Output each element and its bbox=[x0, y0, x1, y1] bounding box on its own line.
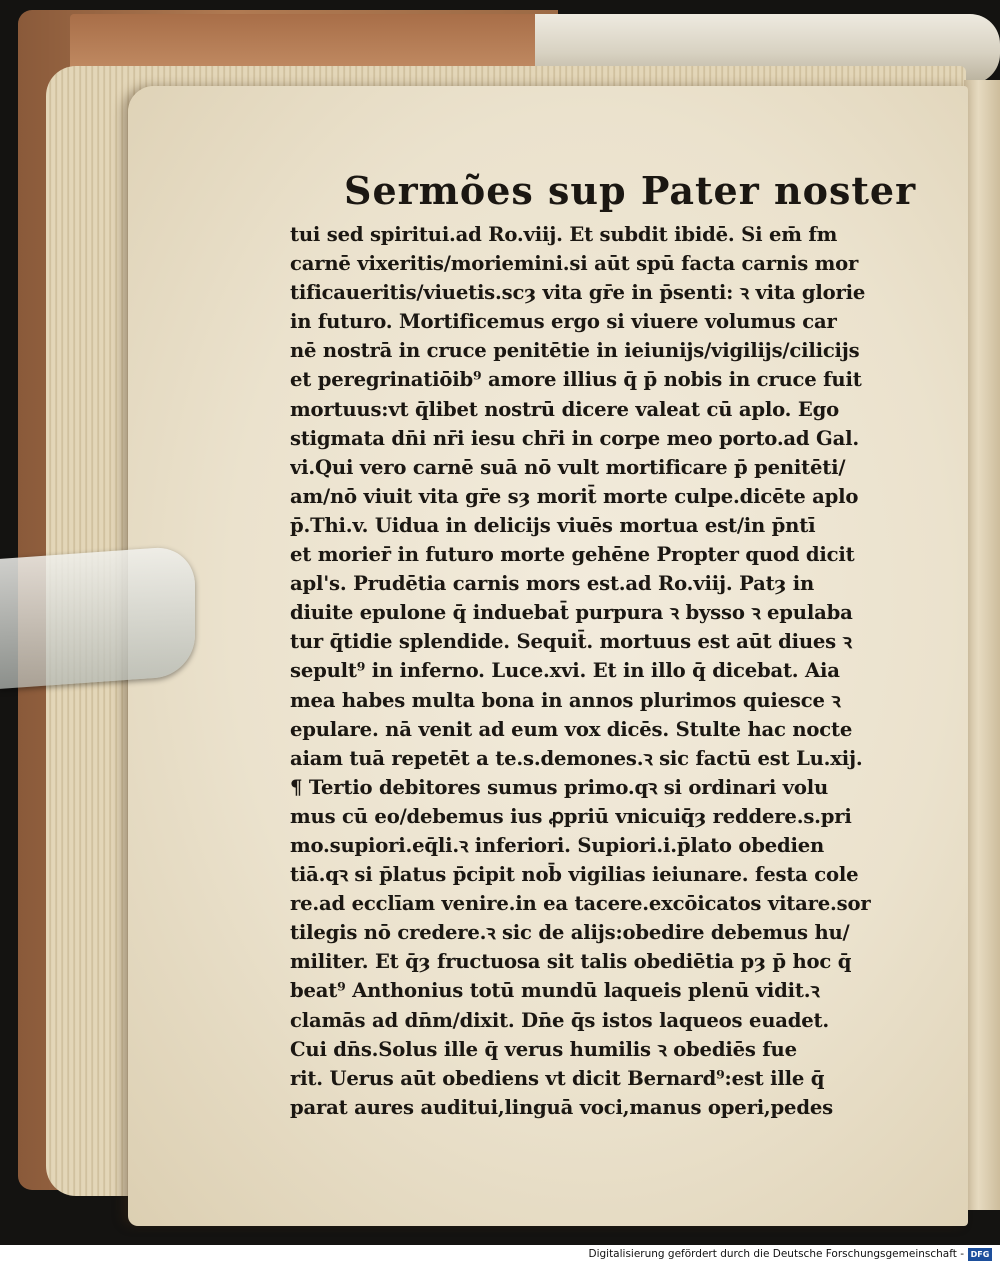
text-line: mus cū eo/debemus ius ꝓpriū vnicuiq̄ȝ reddere.s.pri bbox=[290, 804, 852, 828]
text-line: parat aures auditui,linguā voci,manus operi,pedes bbox=[290, 1095, 833, 1119]
text-line: ¶ Tertio debitores sumus primo.qꝛ si ordinari volu bbox=[290, 775, 829, 799]
text-line: tiā.qꝛ si p̄latus p̄cipit nob̄ vigilias ieiunare. festa cole bbox=[290, 863, 859, 887]
text-lines bbox=[290, 220, 880, 1122]
text-line: tificaueritis/viuetis.scȝ vita gr̄e in p̄senti: ꝛ vita glorie bbox=[290, 281, 866, 305]
text-line: aiam tuā repetēt a te.s.demones.ꝛ sic factū est Lu.xij. bbox=[290, 746, 863, 770]
text-line: clamās ad dn̄m/dixit. Dn̄e q̄s istos laqueos euadet. bbox=[290, 1008, 830, 1032]
text-line: et morier̄ in futuro morte gehēne Propter quod dicit bbox=[290, 543, 855, 567]
cover-top-edge bbox=[70, 14, 540, 70]
text-line: am/nō viuit vita gr̄e sȝ morit̄ morte culpe.dicēte aplo bbox=[290, 484, 859, 508]
text-line: tilegis nō credere.ꝛ sic de alijs:obedire debemus hu/ bbox=[290, 921, 850, 945]
text-line: tui sed spiritui.ad Ro.viij. Et subdit ibidē. Si em̄ fm bbox=[290, 223, 838, 246]
text-line: in futuro. Mortificemus ergo si viuere volumus car bbox=[290, 310, 837, 334]
text-line: p̄.Thi.v. Uidua in delicijs viuēs mortua est/in p̄ntī bbox=[290, 513, 816, 537]
funding-credit: Digitalisierung gefördert durch die Deutsche Forschungsgemeinschaft - bbox=[588, 1248, 964, 1260]
text-line: militer. Et q̄ȝ fructuosa sit talis obediētia pȝ p̄ hoc q̄ bbox=[290, 950, 852, 974]
text-line: rit. Uerus aūt obediens vt dicit Bernard⁹:est ille q̄ bbox=[290, 1066, 825, 1090]
text-line: mea habes multa bona in annos plurimos quiesce ꝛ bbox=[290, 688, 841, 712]
text-line: diuite epulone q̄ induebat̄ purpura ꝛ bysso ꝛ epulaba bbox=[290, 601, 853, 625]
text-line: mortuus:vt q̄libet nostrū dicere valeat cū aplo. Ego bbox=[290, 397, 840, 421]
dfg-logo-icon: DFG bbox=[968, 1248, 992, 1261]
text-line: stigmata dn̄i nr̄i iesu chr̄i in corpe meo porto.ad Gal. bbox=[290, 426, 859, 450]
text-line: beat⁹ Anthonius totū mundū laqueis plenū vidit.ꝛ bbox=[290, 979, 820, 1003]
text-block bbox=[290, 168, 917, 1122]
text-line: vi.Qui vero carnē suā nō vult mortificare p̄ penitēti/ bbox=[290, 455, 846, 479]
footer-bar bbox=[0, 1245, 1000, 1265]
text-line: nē nostrā in cruce penitētie in ieiunijs/vigilijs/cilicijs bbox=[290, 339, 860, 363]
text-line: mo.supiori.eq̄li.ꝛ inferiori. Supiori.i.p̄lato obedien bbox=[290, 833, 825, 857]
text-line: Cui dn̄s.Solus ille q̄ verus humilis ꝛ obediēs fue bbox=[290, 1037, 797, 1061]
clear-page-holder bbox=[0, 545, 195, 689]
running-heading: Sermões sup Pater noster bbox=[344, 168, 917, 213]
text-line: re.ad ecclīam venire.in ea tacere.excōicatos vitare.sor bbox=[290, 892, 871, 916]
text-line: sepult⁹ in inferno. Luce.xvi. Et in illo q̄ dicebat. Aia bbox=[290, 659, 840, 683]
text-line: carnē vixeritis/moriemini.si aūt spū facta carnis mor bbox=[290, 252, 859, 276]
text-line: epulare. nā venit ad eum vox dicēs. Stulte hac nocte bbox=[290, 717, 853, 741]
text-line: tur q̄tidie splendide. Sequit̄. mortuus est aūt diues ꝛ bbox=[290, 630, 852, 654]
facing-page-edge bbox=[964, 80, 1000, 1210]
text-line: apl's. Prudētia carnis mors est.ad Ro.viij. Patȝ in bbox=[290, 572, 815, 596]
text-line: et peregrinatiōib⁹ amore illius q̄ p̄ nobis in cruce fuit bbox=[290, 368, 862, 392]
